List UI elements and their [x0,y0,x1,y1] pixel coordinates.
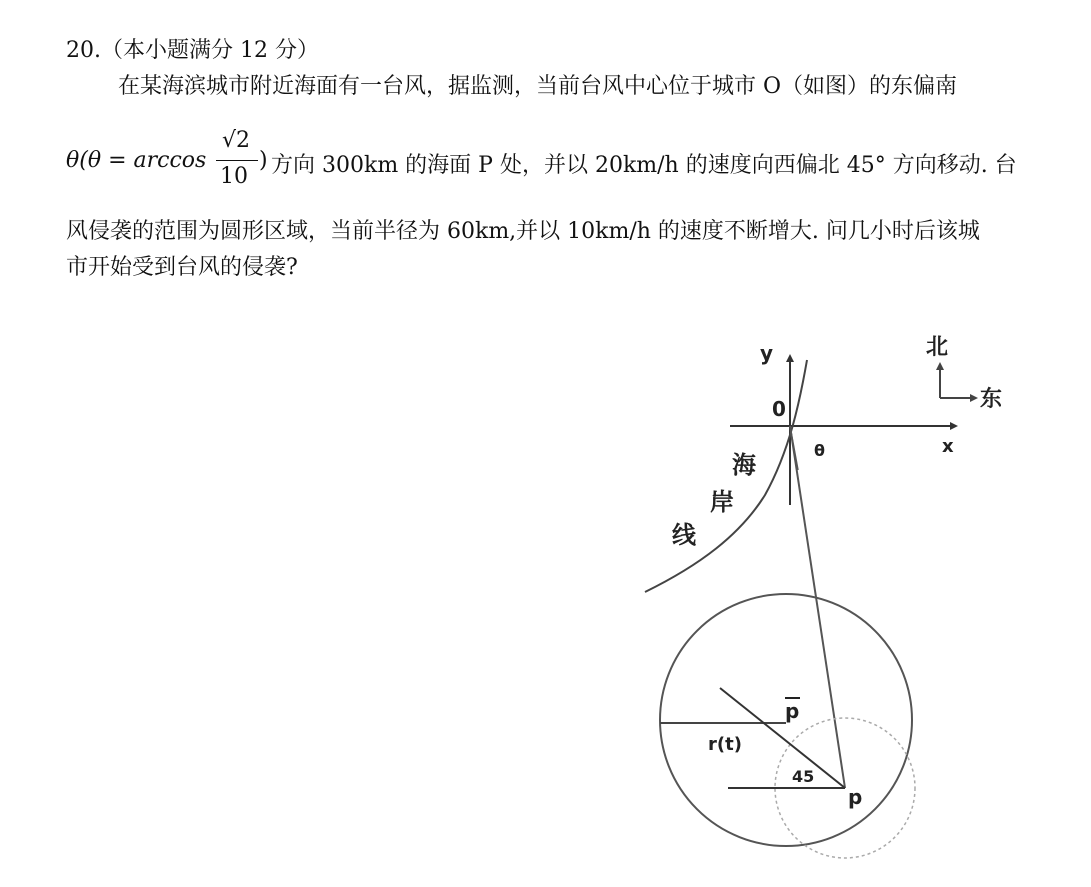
coast-char-1: 海 [732,451,756,479]
x-axis-arrow [950,422,958,430]
line-o-to-p [790,426,845,788]
theta-ray [790,426,798,470]
p-label: p [848,785,863,809]
coast-char-3: 线 [672,521,696,549]
theta-close: ) [259,148,268,173]
x-axis-label: x [942,436,954,457]
fraction-bar [216,160,258,161]
y-axis-label: y [760,341,774,365]
problem-line-3: 风侵袭的范围为圆形区域，当前半径为 60km,并以 10km/h 的速度不断增大. 问几小时后该城 [66,219,980,244]
rt-label: r(t) [708,734,742,755]
typhoon-diagram [640,330,1040,870]
fraction-denominator: 10 [220,164,248,189]
problem-line-1: 在某海滨城市附近海面有一台风，据监测，当前台风中心位于城市 O（如图）的东偏南 [118,74,958,99]
coastline [645,360,807,592]
p-bar-label: p [785,699,800,723]
compass-east: 东 [980,387,1003,412]
theta-lead: θ(θ = arccos [66,148,207,173]
fraction-numerator: √2 [222,128,251,153]
coast-char-2: 岸 [710,488,734,516]
y-axis-arrow [786,354,794,362]
problem-line-4: 市开始受到台风的侵袭? [66,255,298,280]
theta-after: 方向 300km 的海面 P 处，并以 20km/h 的速度向西偏北 45° 方向移动. 台 [271,153,1017,178]
compass-north-arrow [936,362,944,370]
compass-east-arrow [970,394,978,402]
problem-header: 20.（本小题满分 12 分） [66,38,319,63]
angle-45-label: 45 [792,767,815,786]
origin-label: 0 [772,397,786,421]
theta-label: θ [814,441,825,460]
compass-north: 北 [926,335,949,360]
